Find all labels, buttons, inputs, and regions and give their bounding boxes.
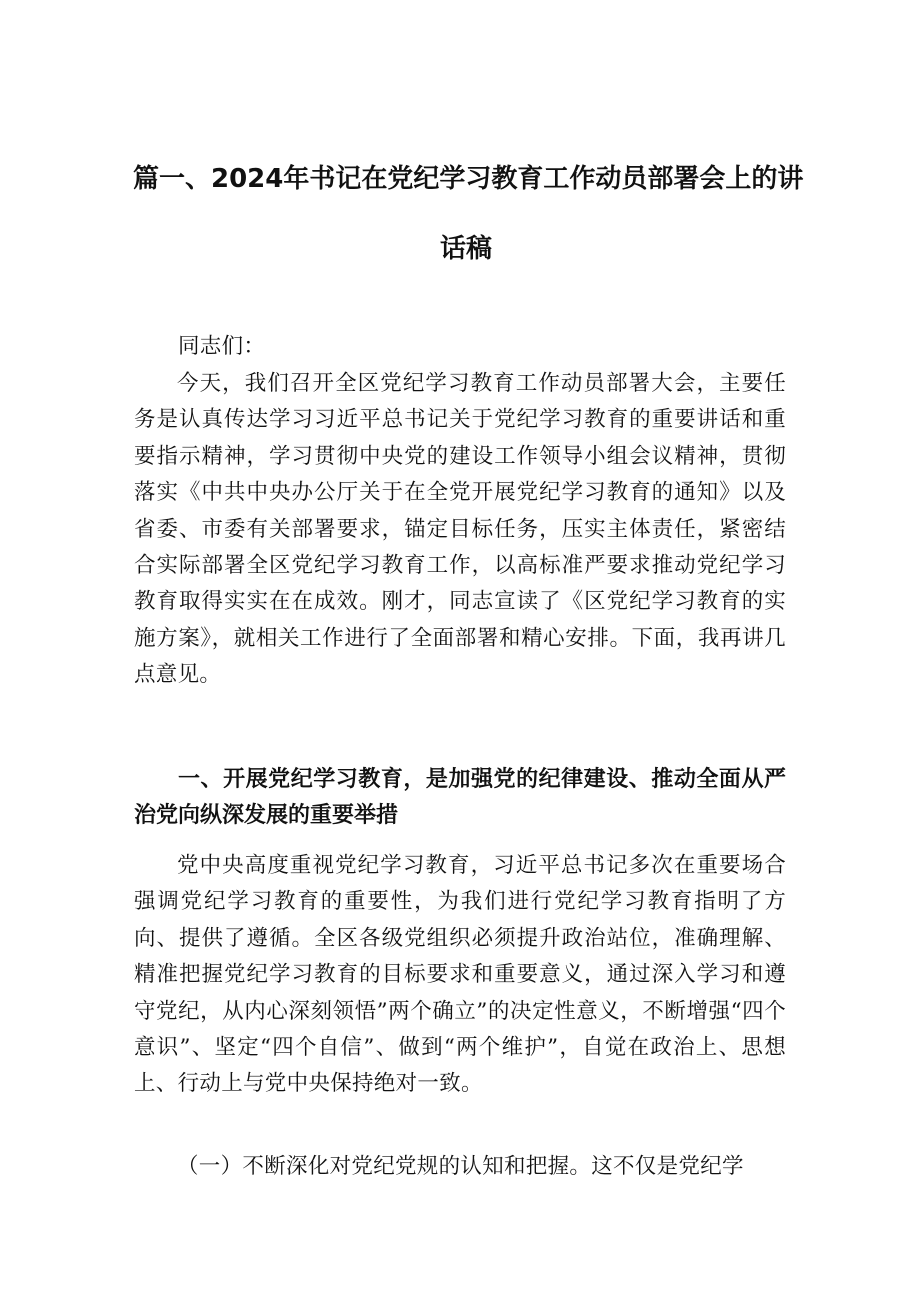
document-title-line-2: 话稿 [440,234,493,264]
paragraph-subsection-1: （一）不断深化对党纪党规的认知和把握。这不仅是党纪学 [177,1154,744,1179]
paragraph-intro: 今天，我们召开全区党纪学习教育工作动员部署大会，主要任务是认真传达学习习近平总书记关于党纪学习教育的重要讲话和重要指示精神，学习贯彻中央党的建设工作领导小组会议精神，贯彻落实《中共中央办公厅关于在全党开展党纪学习教育的通知》以及省委、市委有关部署要求，锚定目标任务，压实主体责任，紧密结合实际部署全区党纪学习教育工作，以高标准严要求推动党纪学习教育取得实实在在成效。刚才，同志宣读了《区党纪学习教育的实施方案》，就相关工作进行了全面部署和精心安排。下面，我再讲几点意见。 [134,371,786,688]
document-title-line-1: 篇一、2024年书记在党纪学习教育工作动员部署会上的讲 [133,164,804,194]
section-heading-1: 一、开展党纪学习教育，是加强党的纪律建设、推动全面从严治党向纵深发展的重要举措 [134,767,786,829]
greeting: 同志们： [178,334,266,359]
paragraph-section-1: 党中央高度重视党纪学习教育，习近平总书记多次在重要场合强调党纪学习教育的重要性，为我们进行党纪学习教育指明了方向、提供了遵循。全区各级党组织必须提升政治站位，准确理解、精准把握党纪学习教育的目标要求和重要意义，通过深入学习和遵守党纪，从内心深刻领悟”两个确立”的决定性意义，不断增强“四个意识”、坚定“四个自信”、做到“两个维护”，自觉在政治上、思想上、行动上与党中央保持绝对一致。 [134,853,786,1097]
